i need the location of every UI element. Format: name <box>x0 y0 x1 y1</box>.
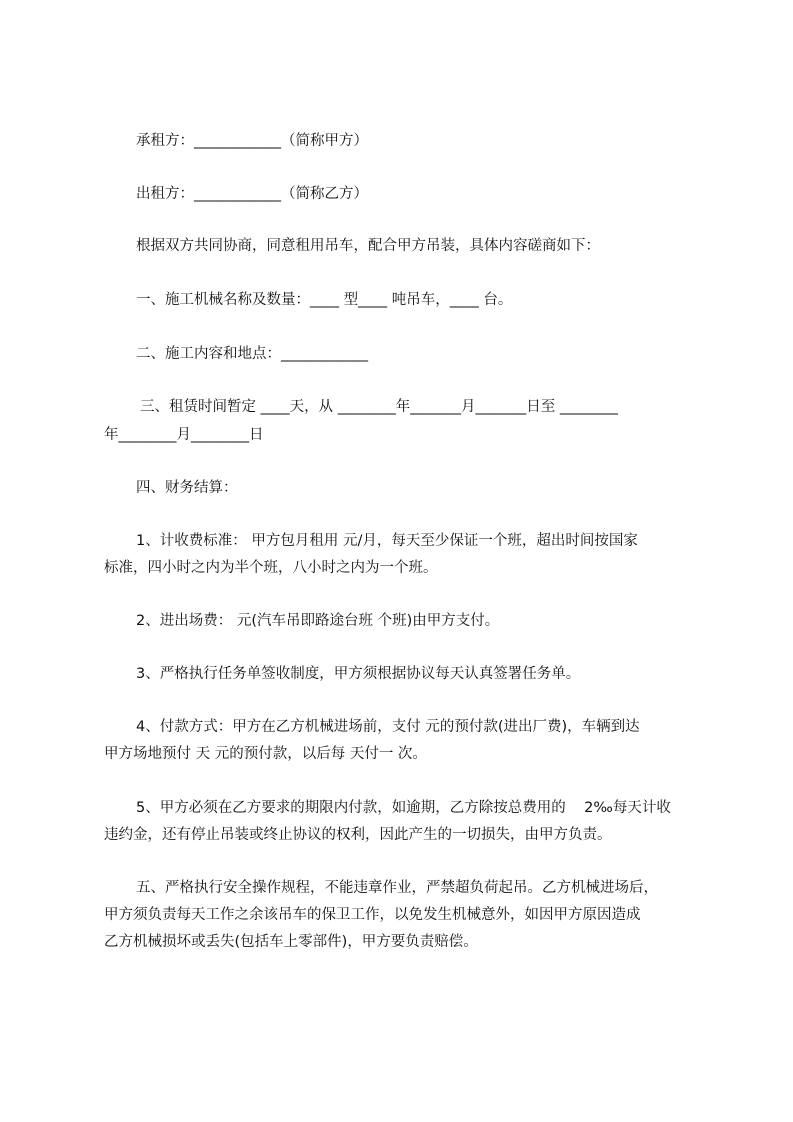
item-4-payment-line2: 甲方场地预付 天 元的预付款，以后每 天付一 次。 <box>104 746 427 762</box>
lessor-line: 出租方：____________（简称乙方） <box>136 186 368 202</box>
section-5-safety-line2: 甲方须负责每天工作之余该吊车的保卫工作，以免发生机械意外，如因甲方原因造成 <box>104 907 641 923</box>
section-2-work-location: 二、施工内容和地点：____________ <box>136 346 368 362</box>
section-3-lease-period-line2: 年________月________日 <box>104 427 264 443</box>
item-1-fee-line1: 1、计收费标准： 甲方包月租用 元/月，每天至少保证一个班，超出时间按国家 <box>136 533 638 549</box>
item-5-late-payment-line2: 违约金，还有停止吊装或终止协议的权利，因此产生的一切损失，由甲方负责。 <box>104 827 612 843</box>
section-4-heading: 四、财务结算： <box>136 480 238 496</box>
item-1-fee-line2: 标准，四小时之内为半个班，八小时之内为一个班。 <box>104 560 438 576</box>
item-4-payment-line1: 4、付款方式：甲方在乙方机械进场前，支付 元的预付款(进出厂费)，车辆到达 <box>136 719 640 735</box>
section-1-machinery: 一、施工机械名称及数量：____ 型____ 吨吊车，____ 台。 <box>136 292 513 308</box>
section-3-lease-period-line1: 三、租赁时间暂定 ____天，从 ________年_______月_______日至 ________ <box>140 399 618 415</box>
item-2-entry-exit-fee: 2、进出场费： 元(汽车吊即路途台班 个班)由甲方支付。 <box>136 613 500 629</box>
section-5-safety-line3: 乙方机械损坏或丢失(包括车上零部件)，甲方要负责赔偿。 <box>104 934 478 950</box>
item-5-late-payment-line1: 5、甲方必须在乙方要求的期限内付款，如逾期，乙方除按总费用的 2‰每天计收 <box>136 800 671 816</box>
item-3-task-order: 3、严格执行任务单签收制度，甲方须根据协议每天认真签署任务单。 <box>136 666 581 682</box>
section-5-safety-line1: 五、严格执行安全操作规程，不能违章作业，严禁超负荷起吊。乙方机械进场后， <box>136 880 658 896</box>
lessee-line: 承租方：____________（简称甲方） <box>136 133 368 149</box>
intro-paragraph: 根据双方共同协商，同意租用吊车，配合甲方吊装，具体内容磋商如下： <box>136 238 600 254</box>
